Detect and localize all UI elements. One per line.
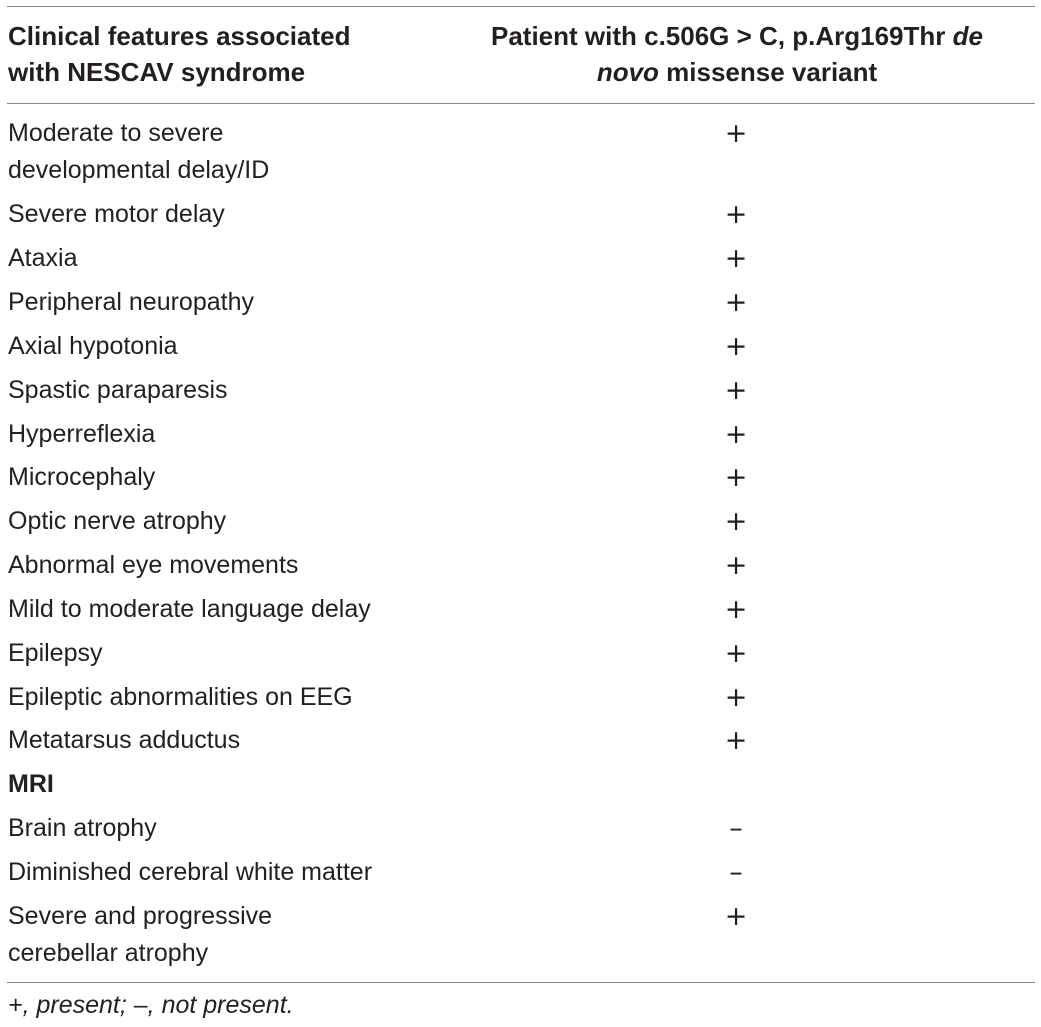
column-header-patient-italic-novo: novo bbox=[596, 57, 659, 87]
column-header-clinical-features-line2: with NESCAV syndrome bbox=[8, 57, 306, 87]
value-cell: – bbox=[729, 857, 743, 888]
feature-cell: Diminished cerebral white matter bbox=[8, 858, 373, 886]
value-cell: + bbox=[724, 638, 748, 669]
feature-cell: Microcephaly bbox=[8, 463, 156, 491]
value-cell: + bbox=[724, 118, 748, 149]
feature-cell: Severe motor delay bbox=[8, 200, 225, 228]
feature-cell: Axial hypotonia bbox=[8, 332, 178, 360]
value-cell: + bbox=[724, 901, 748, 932]
column-header-patient-line2-text: missense variant bbox=[658, 57, 878, 87]
feature-cell: Peripheral neuropathy bbox=[8, 288, 254, 316]
value-cell: + bbox=[724, 287, 748, 318]
feature-cell-line2: cerebellar atrophy bbox=[8, 939, 209, 967]
feature-cell: Hyperreflexia bbox=[8, 420, 156, 448]
table-top-rule bbox=[7, 6, 1035, 7]
value-cell: + bbox=[724, 375, 748, 406]
column-header-clinical-features bbox=[8, 18, 428, 90]
table-bottom-rule bbox=[7, 982, 1035, 983]
feature-cell: Epilepsy bbox=[8, 639, 103, 667]
value-cell: + bbox=[724, 506, 748, 537]
feature-cell: Ataxia bbox=[8, 244, 78, 272]
feature-cell: Epileptic abnormalities on EEG bbox=[8, 683, 353, 711]
feature-cell: Optic nerve atrophy bbox=[8, 507, 227, 535]
value-cell: + bbox=[724, 243, 748, 274]
feature-cell: Metatarsus adductus bbox=[8, 726, 241, 754]
value-cell: + bbox=[724, 462, 748, 493]
value-cell: + bbox=[724, 550, 748, 581]
value-cell: – bbox=[729, 813, 743, 844]
value-cell: + bbox=[724, 594, 748, 625]
table-footnote: +, present; –, not present. bbox=[8, 991, 294, 1019]
column-header-patient-line2 bbox=[450, 54, 1024, 90]
feature-cell bbox=[8, 115, 468, 189]
feature-cell: Mild to moderate language delay bbox=[8, 595, 371, 623]
feature-cell: Spastic paraparesis bbox=[8, 376, 228, 404]
value-cell: + bbox=[724, 199, 748, 230]
feature-cell: Brain atrophy bbox=[8, 814, 157, 842]
column-header-patient-line1 bbox=[450, 18, 1024, 54]
value-cell: + bbox=[724, 331, 748, 362]
feature-cell-line1: Moderate to severe bbox=[8, 119, 224, 147]
column-header-patient-line1-text: Patient with c.506G > C, p.Arg169Thr bbox=[491, 21, 953, 51]
value-cell: + bbox=[724, 682, 748, 713]
table-header-rule bbox=[7, 103, 1035, 104]
value-cell: + bbox=[724, 419, 748, 450]
feature-cell: Abnormal eye movements bbox=[8, 551, 299, 579]
section-heading-mri: MRI bbox=[8, 770, 54, 798]
column-header-patient bbox=[450, 18, 1024, 90]
value-cell: + bbox=[724, 725, 748, 756]
feature-cell bbox=[8, 898, 468, 972]
feature-cell-line2: developmental delay/ID bbox=[8, 156, 270, 184]
column-header-clinical-features-line1: Clinical features associated bbox=[8, 21, 351, 51]
feature-cell-line1: Severe and progressive bbox=[8, 902, 273, 930]
column-header-patient-italic-de: de bbox=[952, 21, 983, 51]
